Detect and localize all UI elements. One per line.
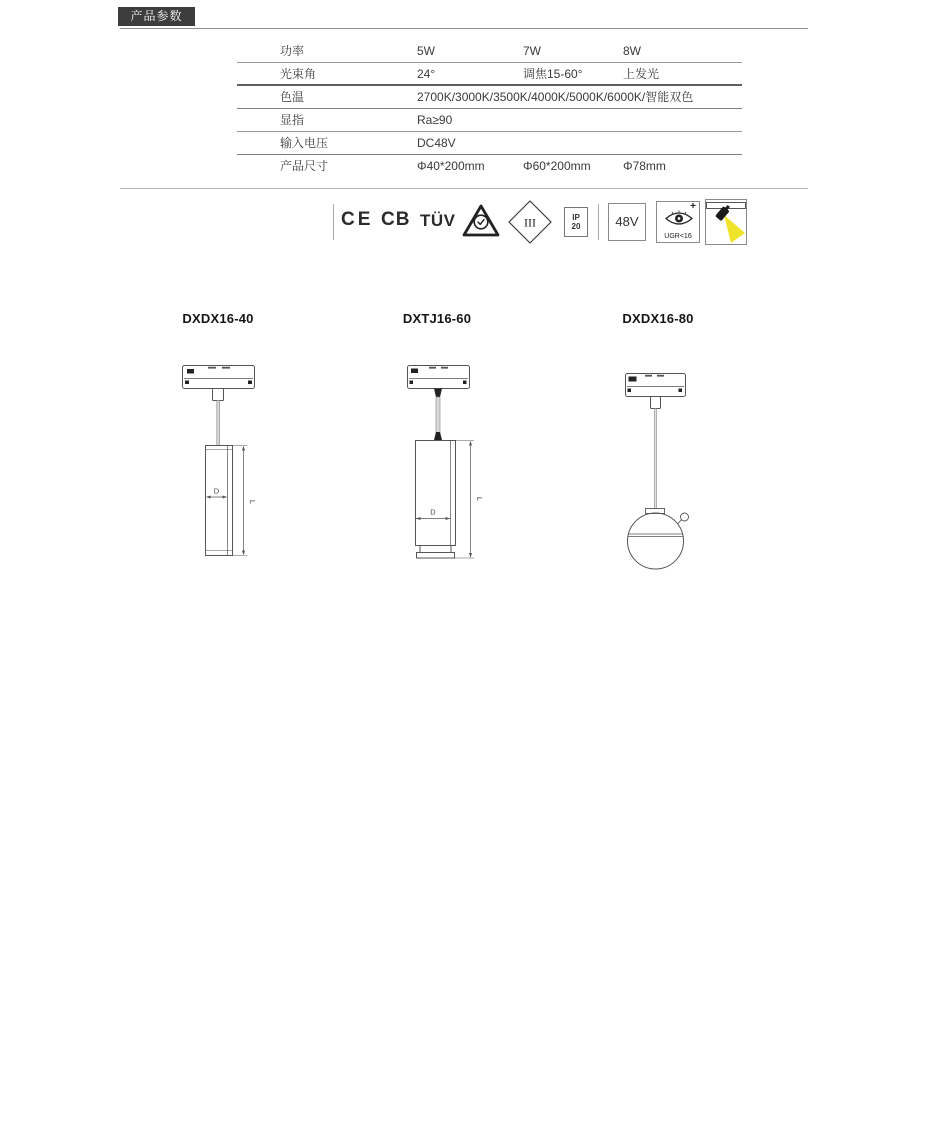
model-name: DXDX16-40 bbox=[182, 311, 254, 326]
section-title-badge: 产品参数 bbox=[118, 7, 195, 26]
spec-value: Φ60*200mm bbox=[523, 159, 591, 173]
spec-value: 上发光 bbox=[623, 67, 660, 81]
spec-label: 功率 bbox=[280, 44, 305, 58]
dimension-d-label: D bbox=[213, 486, 220, 496]
spec-value: Ra≥90 bbox=[417, 113, 453, 127]
spec-label: 色温 bbox=[280, 90, 305, 104]
cert-divider bbox=[333, 204, 334, 240]
ugr-rating-icon bbox=[656, 201, 700, 243]
dimension-l-label: L bbox=[248, 499, 257, 505]
cert-divider bbox=[598, 204, 599, 240]
spec-value: 2700K/3000K/3500K/4000K/5000K/6000K/智能双色 bbox=[417, 90, 694, 104]
dimension-d-label: D bbox=[430, 507, 436, 517]
product-drawing-dxdx16-40 bbox=[170, 362, 270, 567]
ce-mark-icon: CE bbox=[341, 209, 374, 230]
spec-value: 7W bbox=[523, 44, 541, 58]
track-spotlight-icon bbox=[705, 199, 747, 245]
spec-value: DC48V bbox=[417, 136, 456, 150]
product-drawing-dxtj16-60 bbox=[390, 362, 490, 567]
rcm-triangle-icon bbox=[461, 203, 501, 239]
ip-label: IP bbox=[572, 213, 580, 222]
voltage-48v-icon: 48V bbox=[608, 203, 646, 241]
spec-row-cct bbox=[237, 86, 742, 109]
spec-label: 光束角 bbox=[280, 67, 317, 81]
spec-table bbox=[237, 40, 742, 179]
model-name: DXDX16-80 bbox=[622, 311, 694, 326]
tuv-mark-icon: TÜV bbox=[420, 211, 456, 230]
spec-value: 24° bbox=[417, 67, 436, 81]
svg-text:III: III bbox=[524, 215, 536, 230]
plus-icon: + bbox=[690, 201, 696, 212]
eye-icon bbox=[664, 210, 694, 227]
spec-label: 产品尺寸 bbox=[280, 159, 329, 173]
spec-value: 5W bbox=[417, 44, 435, 58]
table-bottom-rule bbox=[120, 188, 808, 189]
spec-label: 显指 bbox=[280, 113, 305, 127]
spec-value: 8W bbox=[623, 44, 641, 58]
spec-value: Φ40*200mm bbox=[417, 159, 485, 173]
model-name: DXTJ16-60 bbox=[402, 311, 472, 326]
spec-value: Φ78mm bbox=[623, 159, 666, 173]
cb-mark-icon: CB bbox=[381, 209, 411, 230]
spec-row-power bbox=[237, 40, 742, 63]
class-iii-diamond-icon bbox=[507, 199, 553, 245]
ugr-label: UGR<16 bbox=[664, 233, 692, 240]
spotlight-beam-icon bbox=[706, 200, 746, 244]
header-rule bbox=[120, 28, 808, 29]
spec-label: 输入电压 bbox=[280, 136, 329, 150]
dimension-l-label: L bbox=[475, 496, 484, 502]
spec-row-cri bbox=[237, 109, 742, 132]
spec-row-beam-angle bbox=[237, 63, 742, 86]
ip-value: 20 bbox=[571, 222, 581, 231]
ip20-rating-icon bbox=[564, 207, 588, 237]
spec-row-voltage bbox=[237, 132, 742, 155]
spec-value: 调焦15-60° bbox=[523, 67, 583, 81]
spec-row-size bbox=[237, 155, 742, 179]
product-drawing-dxdx16-80 bbox=[608, 370, 708, 575]
